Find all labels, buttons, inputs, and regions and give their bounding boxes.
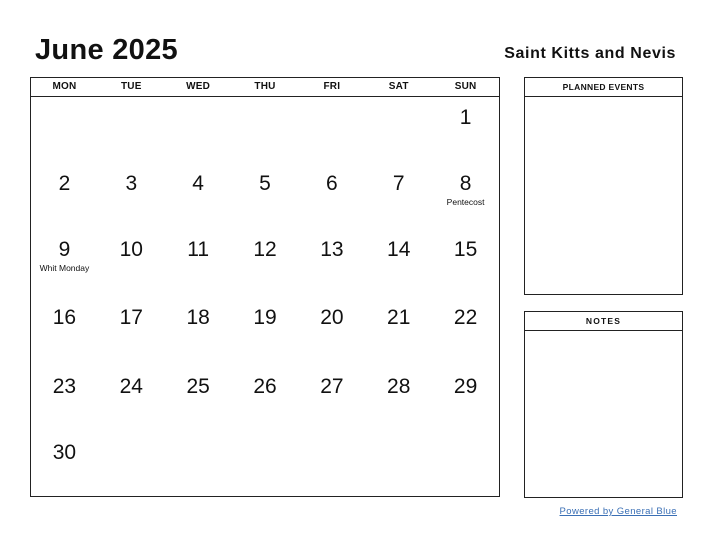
day-number (31, 97, 98, 106)
weekday-tue: TUE (120, 81, 142, 92)
day-number: 30 (52, 441, 77, 464)
day-number: 8 (459, 172, 472, 195)
day-number: 22 (453, 306, 478, 329)
day-cell (432, 366, 499, 426)
day-cell (365, 432, 432, 492)
day-number: 16 (52, 306, 77, 329)
day-number: 14 (387, 238, 411, 261)
notes-panel (524, 311, 683, 498)
weekday-mon: MON (52, 81, 77, 92)
day-number: 28 (387, 375, 411, 398)
day-number: 6 (326, 172, 338, 195)
day-number (165, 97, 232, 106)
day-number: 20 (320, 306, 344, 329)
weekday-sun: SUN (454, 81, 477, 92)
day-number: 19 (253, 306, 277, 329)
day-cell (432, 229, 499, 289)
calendar-week-row (31, 97, 499, 157)
weekday-fri: FRI (323, 81, 341, 92)
day-cell (31, 432, 98, 492)
weekday-wed: WED (186, 81, 211, 92)
day-cell (365, 297, 432, 357)
day-cell (365, 366, 432, 426)
day-cell (165, 97, 232, 157)
calendar-week-row (31, 297, 499, 357)
holiday-label: Whit Monday (39, 263, 90, 273)
day-number: 4 (192, 172, 204, 195)
day-number: 15 (453, 238, 478, 261)
day-number: 11 (187, 238, 210, 261)
powered-by-link[interactable]: Powered by General Blue (559, 506, 677, 517)
day-cell (98, 366, 165, 426)
day-number (232, 97, 299, 106)
day-cell (432, 97, 499, 157)
day-number: 2 (58, 172, 71, 195)
day-number: 5 (259, 172, 271, 195)
day-cell (165, 163, 232, 223)
day-cell (98, 432, 165, 492)
day-number: 29 (453, 375, 478, 398)
day-cell (298, 97, 365, 157)
day-cell (98, 163, 165, 223)
planned-events-heading: PLANNED EVENTS (525, 78, 682, 97)
day-cell (31, 366, 98, 426)
day-cell (165, 229, 232, 289)
day-cell (31, 97, 98, 157)
day-number: 13 (320, 238, 344, 261)
day-number: 24 (119, 375, 143, 398)
weekday-thu: THU (254, 81, 276, 92)
region-name: Saint Kitts and Nevis (504, 45, 676, 62)
holiday-label: Pentecost (446, 197, 485, 207)
day-cell (232, 229, 299, 289)
calendar-week-row (31, 163, 499, 223)
day-number: 17 (119, 306, 143, 329)
day-cell (232, 432, 299, 492)
day-cell (232, 297, 299, 357)
month-calendar-grid (30, 77, 500, 497)
calendar-week-row (31, 366, 499, 426)
day-cell (31, 229, 98, 289)
day-number (98, 432, 165, 441)
day-cell (432, 297, 499, 357)
day-number: 9 (58, 238, 71, 261)
day-number (365, 97, 432, 106)
day-cell (165, 432, 232, 492)
day-cell (432, 163, 499, 223)
day-number (432, 432, 499, 441)
day-number: 12 (253, 238, 277, 261)
day-cell (432, 432, 499, 492)
day-number: 3 (125, 172, 138, 195)
weekday-sat: SAT (388, 81, 409, 92)
day-cell (98, 97, 165, 157)
day-number (165, 432, 232, 441)
day-cell (298, 163, 365, 223)
day-number: 1 (459, 106, 472, 129)
page-title: June 2025 (35, 34, 178, 66)
day-cell (298, 432, 365, 492)
day-cell (98, 297, 165, 357)
day-cell (98, 229, 165, 289)
day-number: 7 (392, 172, 405, 195)
day-cell (31, 163, 98, 223)
planned-events-panel (524, 77, 683, 295)
day-cell (365, 163, 432, 223)
day-number: 18 (186, 306, 210, 329)
day-cell (232, 97, 299, 157)
weekday-header-row (31, 78, 499, 97)
day-number: 25 (186, 375, 210, 398)
day-number (365, 432, 432, 441)
day-number (298, 432, 365, 441)
day-cell (165, 366, 232, 426)
day-number: 26 (253, 375, 277, 398)
notes-heading: NOTES (525, 312, 682, 331)
day-number (98, 97, 165, 106)
day-cell (232, 163, 299, 223)
day-number: 23 (52, 375, 77, 398)
day-number (298, 97, 365, 106)
day-cell (298, 229, 365, 289)
day-cell (365, 97, 432, 157)
calendar-week-row (31, 229, 499, 289)
day-cell (298, 297, 365, 357)
day-number: 21 (387, 306, 411, 329)
day-number: 27 (320, 375, 344, 398)
day-cell (165, 297, 232, 357)
day-cell (298, 366, 365, 426)
day-number (232, 432, 299, 441)
day-cell (31, 297, 98, 357)
calendar-week-row (31, 432, 499, 492)
day-cell (232, 366, 299, 426)
day-cell (365, 229, 432, 289)
day-number: 10 (119, 238, 143, 261)
